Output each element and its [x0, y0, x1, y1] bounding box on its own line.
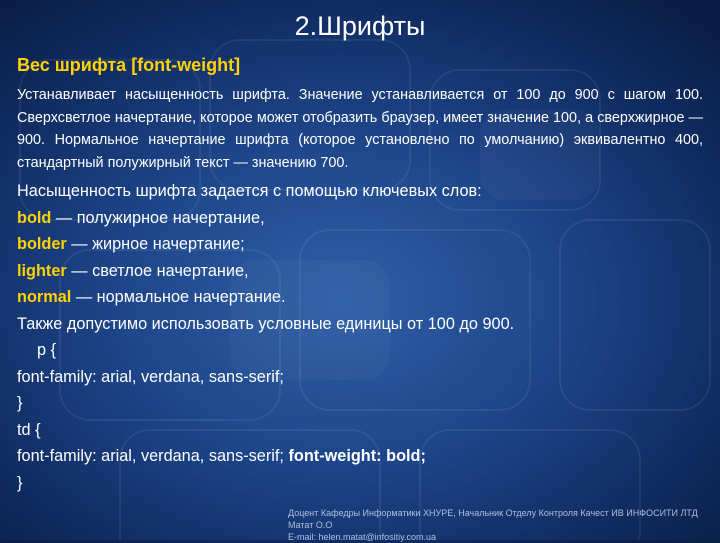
code-line: }: [17, 394, 23, 412]
keyword-term: bolder: [17, 235, 67, 253]
code-line: }: [17, 473, 23, 492]
code-text: font-family: arial, verdana, sans-serif;: [17, 447, 289, 465]
slide-footer: [288, 507, 708, 543]
code-line: [17, 443, 703, 470]
footer-email: E-mail: helen.matat@infositiy.com.ua: [288, 532, 437, 542]
keyword-desc: — полужирное начертание,: [51, 208, 265, 227]
keywords-intro: Насыщенность шрифта задается с помощью ключевых слов:: [17, 182, 482, 200]
description-paragraph: Устанавливает насыщенность шрифта. Значение устанавливается от 100 до 900 с шагом 100. Сверхсветлое начертание, которое может отобразить браузер, имеет значение 100, а сверхжирное — 900. Нормальное начертание шрифта (которое установлено по умолчанию) эквивалентно 400, стандартный полужирный текст — значению 700.: [17, 87, 703, 171]
keyword-term: lighter: [17, 261, 67, 280]
keyword-term: bold: [17, 208, 52, 227]
keyword-term: normal: [17, 288, 72, 306]
code-line: p {: [37, 341, 57, 359]
slide-content: [17, 54, 703, 496]
keyword-item-lighter: [17, 258, 703, 285]
code-line: font-family: arial, verdana, sans-serif;: [17, 367, 284, 386]
footer-author: Доцент Кафедры Информатики ХНУРЕ, Начальник Отделу Контроля Качест ИВ ИНФОСИТИ ЛТД Матат О.О: [288, 508, 698, 530]
keyword-desc: — нормальное начертание.: [71, 288, 286, 306]
code-line: td {: [17, 420, 41, 439]
units-note: Также допустимо использовать условные единицы от 100 до 900.: [17, 314, 515, 333]
keyword-desc: — жирное начертание;: [66, 235, 245, 253]
code-text-bold: font-weight: bold;: [288, 447, 426, 465]
section-subheading: Вес шрифта [font-weight]: [17, 55, 241, 75]
keyword-item-normal: [17, 284, 703, 311]
keyword-item-bold: [17, 205, 703, 232]
keyword-item-bolder: [17, 231, 703, 258]
keyword-desc: — светлое начертание,: [66, 261, 249, 280]
slide-title: 2.Шрифты: [294, 11, 426, 41]
